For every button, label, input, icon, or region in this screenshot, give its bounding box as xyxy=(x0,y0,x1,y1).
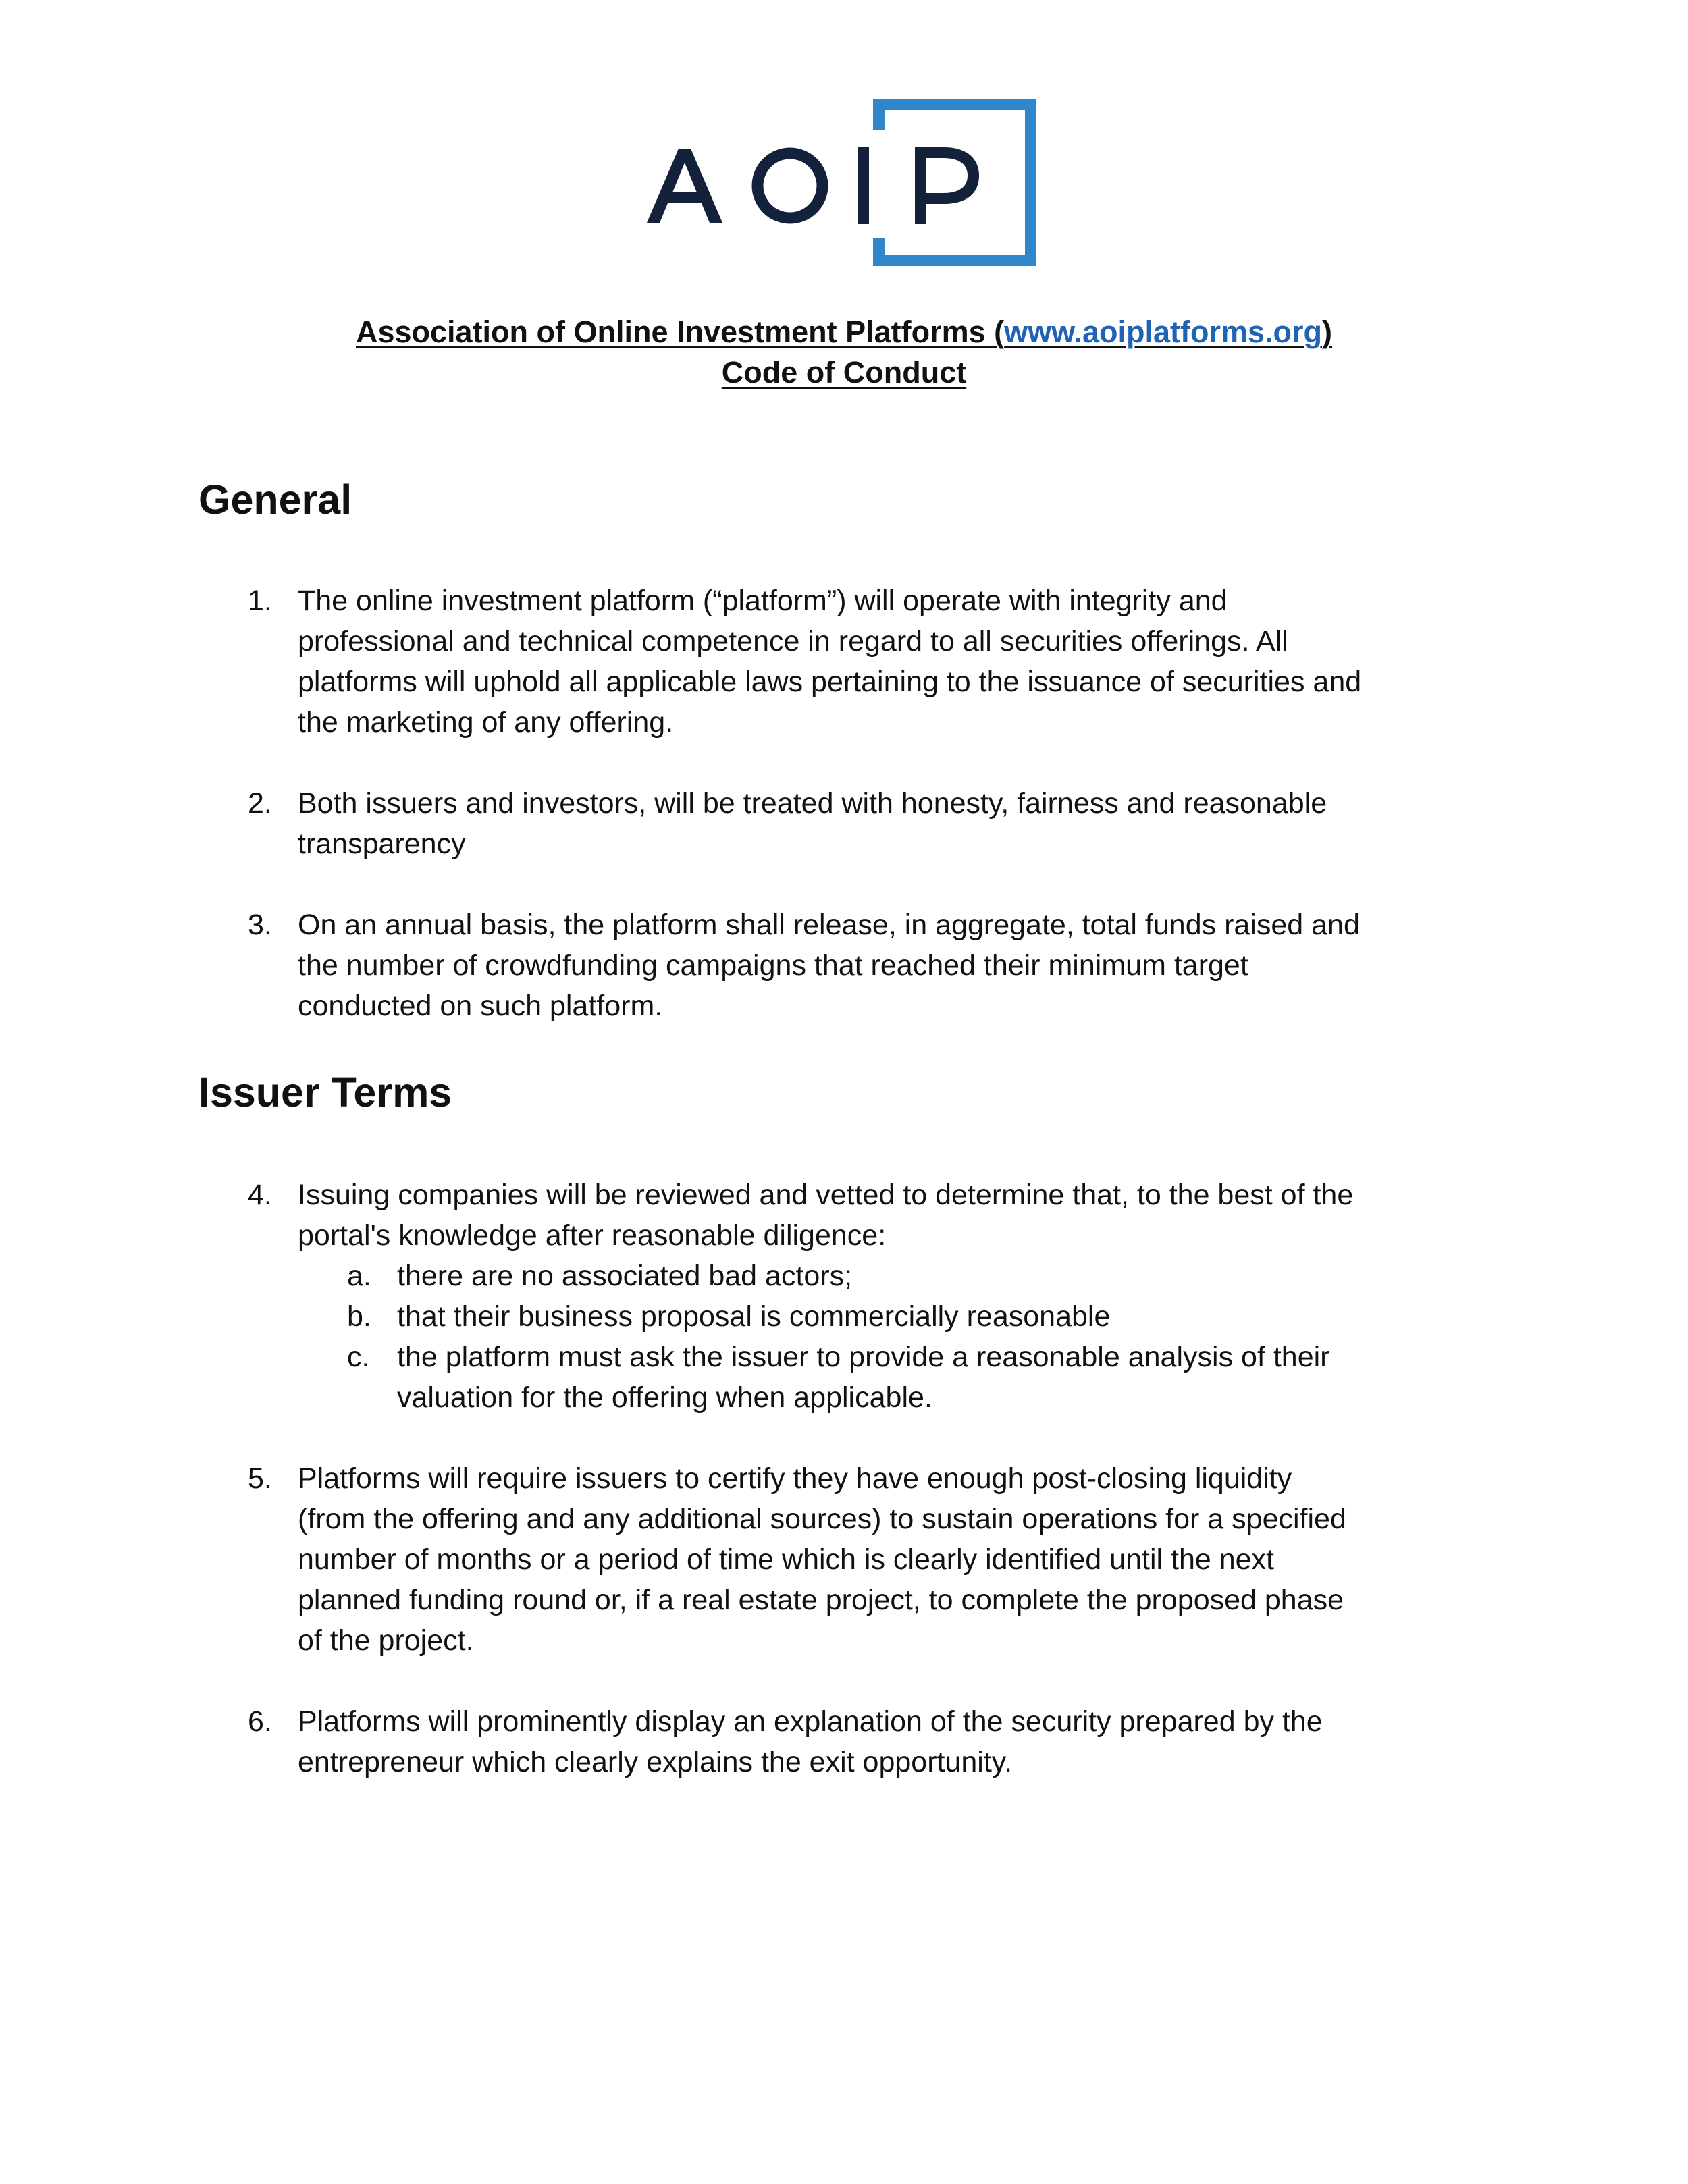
text-line: Both issuers and investors, will be treated with honesty, fairness and reasonable xyxy=(298,787,1327,820)
website-link[interactable]: www.aoiplatforms.org xyxy=(1004,315,1323,349)
list-item-text xyxy=(298,1175,1500,1256)
text-line: (from the offering and any additional sources) to sustain operations for a specified xyxy=(298,1503,1346,1535)
list-item-text xyxy=(298,905,1500,1026)
text-line: the platform must ask the issuer to provide a reasonable analysis of their xyxy=(397,1341,1330,1373)
sub-item-text xyxy=(397,1296,1491,1337)
title-prefix: Association of Online Investment Platforms ( xyxy=(355,315,1005,349)
text-line: that their business proposal is commercially reasonable xyxy=(397,1300,1111,1333)
text-line: On an annual basis, the platform shall release, in aggregate, total funds raised and xyxy=(298,909,1360,941)
text-line: Platforms will prominently display an explanation of the security prepared by the xyxy=(298,1705,1323,1738)
list-item-text xyxy=(298,1701,1500,1782)
sub-item-text xyxy=(397,1337,1491,1418)
text-line: Issuing companies will be reviewed and vetted to determine that, to the best of the xyxy=(298,1179,1354,1211)
document-subtitle: Code of Conduct xyxy=(721,355,967,390)
text-line: professional and technical competence in regard to all securities offerings. All xyxy=(298,625,1288,658)
list-item-number: 5. xyxy=(248,1462,272,1495)
section-heading-general: General xyxy=(199,477,352,523)
text-line: valuation for the offering when applicable. xyxy=(397,1381,932,1414)
text-line: Platforms will require issuers to certify they have enough post-closing liquidity xyxy=(298,1462,1292,1495)
text-line: portal's knowledge after reasonable diligence: xyxy=(298,1219,887,1252)
text-line: transparency xyxy=(298,828,466,860)
title-suffix: ) xyxy=(1322,315,1333,349)
text-line: the marketing of any offering. xyxy=(298,706,674,739)
list-item-number: 1. xyxy=(248,585,272,617)
section-heading-issuer-terms: Issuer Terms xyxy=(199,1069,452,1115)
sub-item-text xyxy=(397,1256,1491,1296)
text-line: the number of crowdfunding campaigns that reached their minimum target xyxy=(298,949,1248,982)
text-line: of the project. xyxy=(298,1624,474,1657)
list-item-number: 6. xyxy=(248,1705,272,1738)
sub-item-letter: b. xyxy=(347,1300,371,1333)
text-line: number of months or a period of time which is clearly identified until the next xyxy=(298,1543,1275,1576)
list-item-number: 4. xyxy=(248,1179,272,1211)
list-item-number: 3. xyxy=(248,909,272,941)
sub-item-letter: c. xyxy=(347,1341,370,1373)
text-line: planned funding round or, if a real estate project, to complete the proposed phase xyxy=(298,1584,1344,1616)
text-line: there are no associated bad actors; xyxy=(397,1260,853,1292)
text-line: conducted on such platform. xyxy=(298,990,663,1022)
document-title xyxy=(0,312,1688,352)
list-item-text xyxy=(298,1458,1500,1661)
list-item-number: 2. xyxy=(248,787,272,820)
text-line: The online investment platform (“platform”) will operate with integrity and xyxy=(298,585,1228,617)
text-line: entrepreneur which clearly explains the exit opportunity. xyxy=(298,1746,1013,1778)
aoip-logo-graphic xyxy=(641,95,1047,277)
text-line: platforms will uphold all applicable laws pertaining to the issuance of securities and xyxy=(298,666,1362,698)
list-item-text xyxy=(298,783,1500,864)
aoip-logo xyxy=(641,95,1047,277)
sub-item-letter: a. xyxy=(347,1260,371,1292)
list-item-text xyxy=(298,581,1500,743)
